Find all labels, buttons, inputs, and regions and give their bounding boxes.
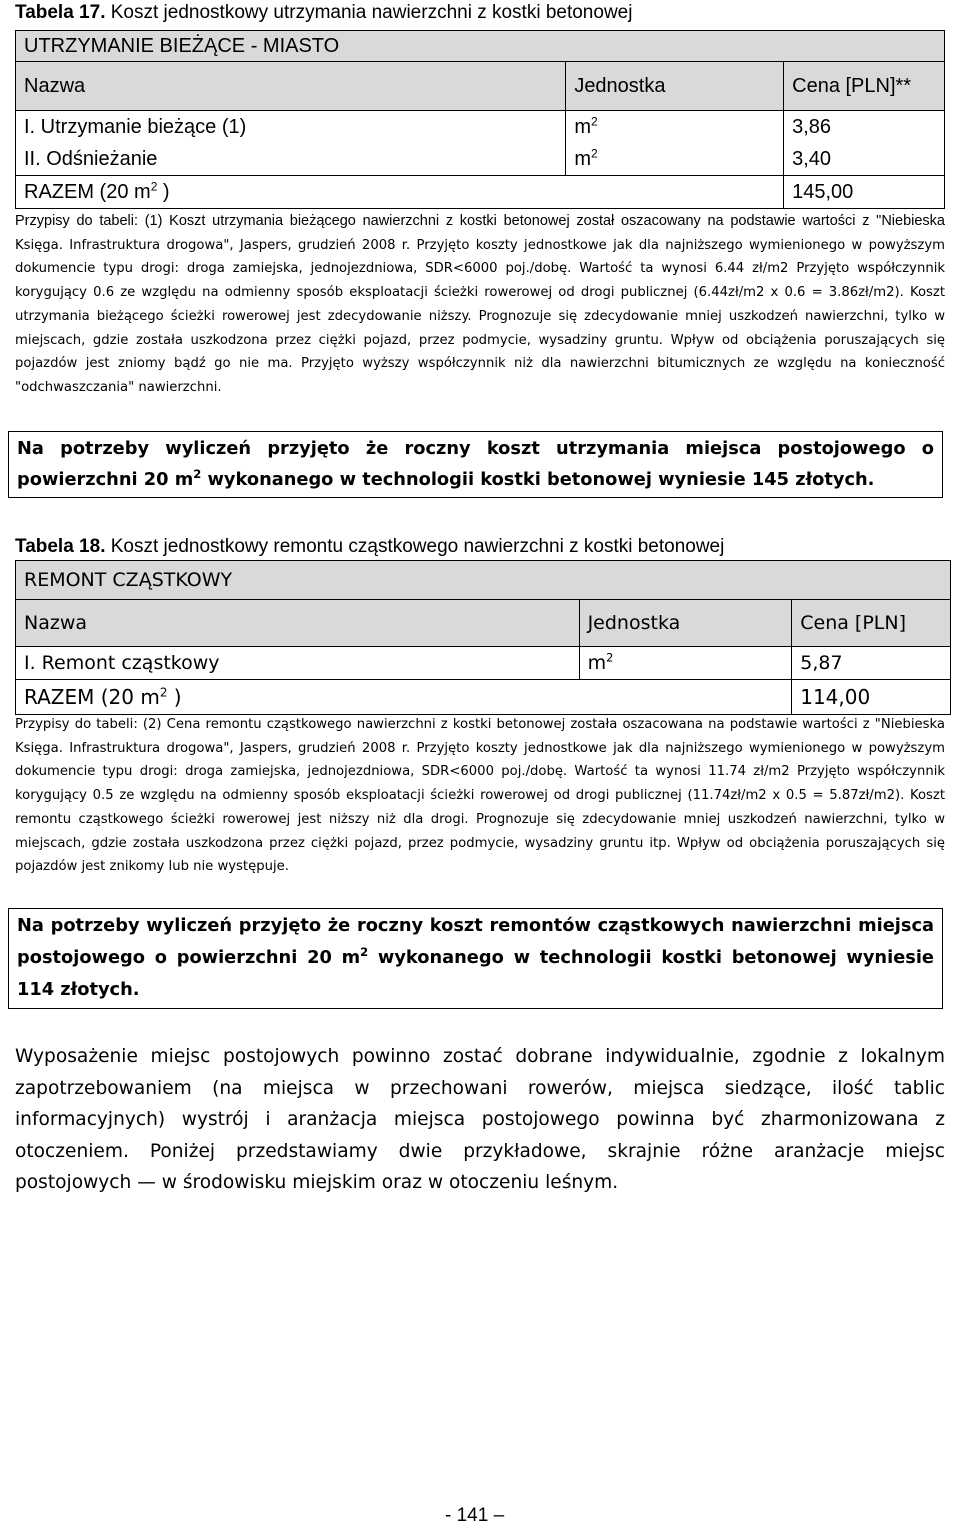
row-name: I. Remont cząstkowy xyxy=(16,647,580,680)
table18 xyxy=(15,560,951,715)
table17-conclusion: Na potrzeby wyliczeń przyjęto że roczny koszt utrzymania miejsca postojowego o powierzchni 20 $m^2$ wykonanego w technologii kostki betonowej wyniesie 145 złotych. xyxy=(8,431,943,498)
table17-caption xyxy=(15,2,632,24)
table17-note-b: Księga. Infrastruktura drogowa", Jaspers, grudzień 2008 r. Przyjęto koszty jednostkowe jak dla najniższego wymienionego w powyższym dokumencie typu drogi: droga zamiejska, jednojezdniowa, SDR<6000 poj./dobę. Wartość ta wynosi 6.44 zł/m2 Przyjęto współczynnik korygujący 0.6 ze względu na odmienny sposób eksploatacji ścieżki rowerowej od drogi publicznej (6.44zł/m2 x 0.6 = 3.86zł/m2). Koszt utrzymania bieżącego ścieżki rowerowej jest zdecydowanie niższy. Prognozuje się zdecydowanie mniej uszkodzeń nawierzchni, tylko w miejscach, gdzie została uszkodzona przez ciężki pojazd, przez podmycie, wysadziny gruntu. Wpływ od obciążenia poruszających się pojazdów jest zniomy bądź go nie ma. Przyjęto wyższy współczynnik niż dla nawierzchni bitumicznych ze względu na konieczność "odchwaszczania" nawierzchni. xyxy=(15,237,945,395)
row-price: 3,40 xyxy=(784,143,945,176)
table17-header-price: Cena [PLN]** xyxy=(784,62,945,111)
table17-total-row xyxy=(16,176,945,209)
table17-caption-text: Koszt jednostkowy utrzymania nawierzchni z kostki betonowej xyxy=(105,2,633,23)
table17 xyxy=(15,30,945,209)
table17-section-title: UTRZYMANIE BIEŻĄCE - MIASTO xyxy=(16,31,945,62)
total-label: RAZEM (20 $m^2$ ) xyxy=(16,176,784,209)
page-number: - 141 – xyxy=(445,1505,505,1526)
table-row xyxy=(16,647,951,680)
body-paragraph: Wyposażenie miejsc postojowych powinno zostać dobrane indywidualnie, zgodnie z lokalnym zapotrzebowaniem (na miejsca w przechowani rowerów, miejsca siedzące, ilość tablic informacyjnych) wystrój i aranżacja miejsca postojowego powinna być zharmonizowana z otoczeniem. Poniżej przedstawiamy dwie przykładowe, skrajnie różne aranżacje miejsc postojowych — w środowisku miejskim oraz w otoczeniu leśnym. xyxy=(15,1046,945,1194)
table18-header-unit: Jednostka xyxy=(579,600,792,647)
row-name: I. Utrzymanie bieżące (1) xyxy=(16,111,566,144)
total-label: RAZEM (20 $m^2$ ) xyxy=(16,680,792,715)
row-unit: $m^2$ xyxy=(566,143,784,176)
table17-note-a: Przypisy do tabeli: (1) Koszt utrzymania bieżącego nawierzchni z kostki betonowej został oszacowany na podstawie wartości z "Niebieska xyxy=(15,213,945,229)
table17-caption-prefix: Tabela 17. xyxy=(15,2,106,23)
row-unit: $m^2$ xyxy=(566,111,784,144)
total-price: 145,00 xyxy=(784,176,945,209)
table18-caption-text: Koszt jednostkowy remontu cząstkowego nawierzchni z kostki betonowej xyxy=(105,536,725,557)
table18-total-row xyxy=(16,680,951,715)
table18-header-name: Nazwa xyxy=(16,600,580,647)
row-price: 3,86 xyxy=(784,111,945,144)
table18-note: Przypisy do tabeli: (2) Cena remontu cząstkowego nawierzchni z kostki betonowej została oszacowana na podstawie wartości z "Niebieska Księga. Infrastruktura drogowa", Jaspers, grudzień 2008 r. Przyjęto koszty jednostkowe jak dla najniższego wymienionego w powyższym dokumencie typu drogi: droga zamiejska, jednojezdniowa, SDR<6000 poj./dobę. Wartość ta wynosi 11.74 zł/m2 Przyjęto współczynnik korygujący 0.5 ze względu na odmienny sposób eksploatacji ścieżki rowerowej od drogi publicznej (11.74zł/m2 x 0.5 = 5.87zł/m2). Koszt remontu cząstkowego ścieżki rowerowej jest niższy niż dla drogi. Prognozuje się zdecydowanie mniej uszkodzeń nawierzchni, tylko w miejscach, gdzie została uszkodzona przez ciężki pojazd, przez podmycie, wysadziny gruntu itp. Wpływ od obciążenia poruszających się pojazdów jest znikomy lub nie występuje. xyxy=(15,717,945,875)
total-price: 114,00 xyxy=(792,680,951,715)
row-unit: $m^2$ xyxy=(579,647,792,680)
table18-header-price: Cena [PLN] xyxy=(792,600,951,647)
table17-header-unit: Jednostka xyxy=(566,62,784,111)
row-name: II. Odśnieżanie xyxy=(16,143,566,176)
table-row xyxy=(16,143,945,176)
table18-conclusion: Na potrzeby wyliczeń przyjęto że roczny koszt remontów cząstkowych nawierzchni miejsca postojowego o powierzchni 20 $m^2$ wykonanego w technologii kostki betonowej wyniesie 114 złotych. xyxy=(8,908,943,1009)
table18-caption-prefix: Tabela 18. xyxy=(15,536,106,557)
table18-section-title: REMONT CZĄSTKOWY xyxy=(16,561,951,600)
row-price: 5,87 xyxy=(792,647,951,680)
table17-note xyxy=(15,210,945,400)
table-row xyxy=(16,111,945,144)
table17-header-name: Nazwa xyxy=(16,62,566,111)
table18-caption xyxy=(15,536,724,558)
